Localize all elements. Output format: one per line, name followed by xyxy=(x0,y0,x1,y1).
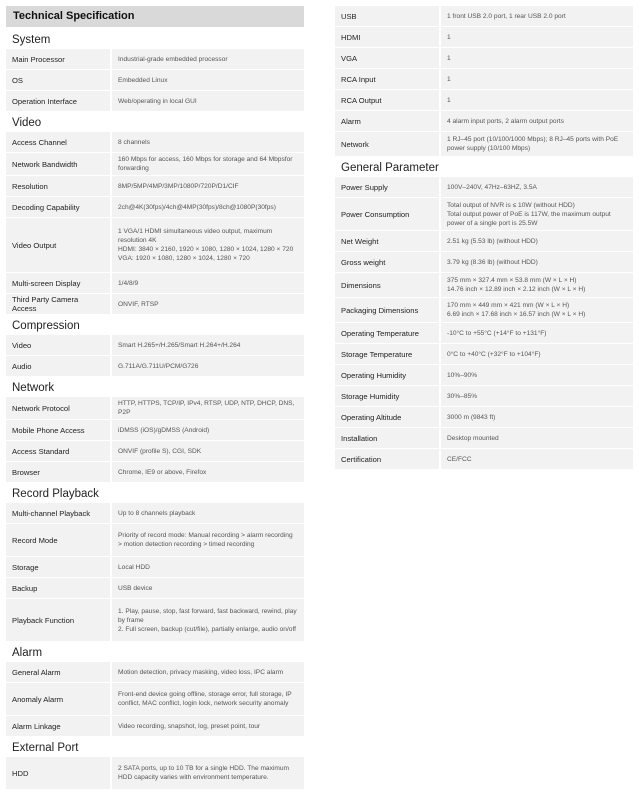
spec-label: Operating Altitude xyxy=(335,407,439,427)
spec-row-operating-altitude xyxy=(335,407,633,427)
spec-value-text: 2.51 kg (5.53 lb) (without HDD) xyxy=(447,237,538,245)
spec-value xyxy=(441,177,633,197)
spec-value-text: 3000 m (9843 ft) xyxy=(447,413,496,421)
spec-row-mobile-phone-access xyxy=(6,420,304,440)
spec-row-alarm xyxy=(335,111,633,131)
section-title-video: Video xyxy=(12,117,42,129)
spec-value xyxy=(441,132,633,156)
spec-row-hdmi xyxy=(335,27,633,47)
spec-row-playback-function xyxy=(6,599,304,641)
spec-label: Operation Interface xyxy=(6,91,110,111)
spec-value xyxy=(112,356,304,376)
spec-value-text: Priority of record mode: Manual recording > alarm recording > motion detection recording > timed recording xyxy=(118,532,293,548)
spec-value xyxy=(441,428,633,448)
spec-row-decoding-capability xyxy=(6,197,304,217)
spec-row-gross-weight xyxy=(335,252,633,272)
spec-row-browser xyxy=(6,462,304,482)
spec-value-text: 8 channels xyxy=(118,138,150,146)
spec-value xyxy=(112,441,304,461)
spec-column-left xyxy=(6,6,304,790)
spec-label: Gross weight xyxy=(335,252,439,272)
spec-row-backup xyxy=(6,578,304,598)
spec-value-text: 30%–85% xyxy=(447,392,478,400)
spec-label: Certification xyxy=(335,449,439,469)
spec-value-text: 1 xyxy=(447,54,451,62)
spec-value xyxy=(112,70,304,90)
spec-label: Storage Temperature xyxy=(335,344,439,364)
spec-label: Net Weight xyxy=(335,231,439,251)
spec-row-access-standard xyxy=(6,441,304,461)
spec-value-text: Web/operating in local GUI xyxy=(118,97,197,105)
spec-label: Operating Temperature xyxy=(335,323,439,343)
spec-value-text: 375 mm × 327.4 mm × 53.8 mm (W × L × H) 14.76 inch × 12.89 inch × 2.12 inch (W × L × H) xyxy=(447,277,586,293)
spec-label: HDD xyxy=(6,757,110,789)
spec-value xyxy=(112,662,304,682)
left-sections xyxy=(6,29,304,789)
spec-row-storage-temperature xyxy=(335,344,633,364)
spec-label: Dimensions xyxy=(335,273,439,297)
spec-row-network-protocol xyxy=(6,397,304,419)
spec-row-vga xyxy=(335,48,633,68)
right-sections xyxy=(335,157,633,469)
spec-label: Packaging Dimensions xyxy=(335,298,439,322)
spec-value-text: Motion detection, privacy masking, video loss, IPC alarm xyxy=(118,668,284,676)
spec-value-text: 4 alarm input ports, 2 alarm output ports xyxy=(447,117,564,125)
spec-row-net-weight xyxy=(335,231,633,251)
spec-value-text: 0°C to +40°C (+32°F to +104°F) xyxy=(447,350,541,358)
spec-value-text: Local HDD xyxy=(118,563,150,571)
spec-value xyxy=(112,397,304,419)
spec-row-third-party-camera-access xyxy=(6,294,304,314)
spec-value xyxy=(441,252,633,272)
spec-label: Audio xyxy=(6,356,110,376)
spec-value-text: Smart H.265+/H.265/Smart H.264+/H.264 xyxy=(118,341,241,349)
spec-row-video xyxy=(6,335,304,355)
spec-value-text: 3.79 kg (8.36 lb) (without HDD) xyxy=(447,258,538,266)
spec-value xyxy=(441,407,633,427)
section-title-alarm: Alarm xyxy=(12,647,43,659)
spec-row-os xyxy=(6,70,304,90)
spec-value xyxy=(441,273,633,297)
spec-label: HDMI xyxy=(335,27,439,47)
spec-label: VGA xyxy=(335,48,439,68)
spec-value xyxy=(112,524,304,556)
spec-value xyxy=(441,323,633,343)
spec-label: Multi-channel Playback xyxy=(6,503,110,523)
spec-label: Network Bandwidth xyxy=(6,153,110,175)
spec-value xyxy=(112,335,304,355)
spec-label: Playback Function xyxy=(6,599,110,641)
spec-value-text: ONVIF, RTSP xyxy=(118,300,159,308)
spec-label: Third Party Camera Access xyxy=(6,294,110,314)
spec-value xyxy=(112,49,304,69)
spec-label: USB xyxy=(335,6,439,26)
spec-value-text: 170 mm × 449 mm × 421 mm (W × L × H) 6.69 inch × 17.68 inch × 16.57 inch (W × L × H) xyxy=(447,302,586,318)
spec-value xyxy=(441,6,633,26)
spec-value xyxy=(441,48,633,68)
spec-value xyxy=(441,111,633,131)
spec-label: Access Standard xyxy=(6,441,110,461)
spec-value xyxy=(441,298,633,322)
spec-label: Storage Humidity xyxy=(335,386,439,406)
spec-row-multi-channel-playback xyxy=(6,503,304,523)
spec-label: Decoding Capability xyxy=(6,197,110,217)
spec-label: General Alarm xyxy=(6,662,110,682)
spec-row-video-output xyxy=(6,218,304,272)
spec-value-text: 8MP/5MP/4MP/3MP/1080P/720P/D1/CIF xyxy=(118,182,239,190)
section-title-network: Network xyxy=(12,382,55,394)
spec-value-text: Total output of NVR is ≤ 10W (without HDD) Total output power of PoE is 117W, the maximum output power of a single port is 25.5W xyxy=(447,201,611,227)
spec-value-text: 1 xyxy=(447,75,451,83)
spec-value xyxy=(441,69,633,89)
spec-value xyxy=(441,449,633,469)
spec-value-text: -10°C to +55°C (+14°F to +131°F) xyxy=(447,329,547,337)
spec-row-storage xyxy=(6,557,304,577)
spec-value-text: 1 xyxy=(447,33,451,41)
spec-label: Installation xyxy=(335,428,439,448)
spec-label: Power Consumption xyxy=(335,198,439,230)
spec-label: Video xyxy=(6,335,110,355)
spec-value-text: Up to 8 channels playback xyxy=(118,509,196,517)
spec-value-text: CE/FCC xyxy=(447,455,472,463)
spec-row-operation-interface xyxy=(6,91,304,111)
spec-value xyxy=(441,27,633,47)
spec-row-certification xyxy=(335,449,633,469)
spec-value xyxy=(112,420,304,440)
spec-label: Power Supply xyxy=(335,177,439,197)
spec-value-text: USB device xyxy=(118,584,153,592)
spec-label: RCA Input xyxy=(335,69,439,89)
spec-value xyxy=(112,218,304,272)
spec-label: Network Protocol xyxy=(6,397,110,419)
spec-row-audio xyxy=(6,356,304,376)
spec-value-text: 1 front USB 2.0 port, 1 rear USB 2.0 port xyxy=(447,12,566,20)
spec-value-text: HTTP, HTTPS, TCP/IP, IPv4, RTSP, UDP, NTP, DHCP, DNS, P2P xyxy=(118,400,295,416)
spec-value-text: Industrial-grade embedded processor xyxy=(118,55,228,63)
section-title-compression: Compression xyxy=(12,320,80,332)
spec-row-power-consumption xyxy=(335,198,633,230)
spec-row-rca-input xyxy=(335,69,633,89)
spec-value-text: 1 RJ–45 port (10/100/1000 Mbps); 8 RJ–45 ports with PoE power supply (10/100 Mbps) xyxy=(447,136,619,152)
spec-label: RCA Output xyxy=(335,90,439,110)
spec-value xyxy=(441,386,633,406)
spec-value xyxy=(112,757,304,789)
spec-value xyxy=(112,132,304,152)
section-title-external-port: External Port xyxy=(12,742,79,754)
spec-label: Mobile Phone Access xyxy=(6,420,110,440)
spec-value-text: 1 xyxy=(447,96,451,104)
spec-value xyxy=(112,557,304,577)
external-port-continued xyxy=(335,6,633,156)
spec-label: Operating Humidity xyxy=(335,365,439,385)
spec-value xyxy=(112,716,304,736)
spec-row-resolution xyxy=(6,176,304,196)
spec-label: Browser xyxy=(6,462,110,482)
spec-value xyxy=(441,231,633,251)
spec-label: Main Processor xyxy=(6,49,110,69)
section-title-general-parameter: General Parameter xyxy=(341,162,439,174)
spec-column-right xyxy=(335,6,633,470)
spec-value xyxy=(112,273,304,293)
spec-value-text: 1/4/8/9 xyxy=(118,279,139,287)
spec-label: Video Output xyxy=(6,218,110,272)
spec-row-hdd xyxy=(6,757,304,789)
spec-row-network xyxy=(335,132,633,156)
spec-row-general-alarm xyxy=(6,662,304,682)
spec-row-multi-screen-display xyxy=(6,273,304,293)
spec-value-text: Front-end device going offline, storage error, full storage, IP conflict, MAC conflict, login lock, network security anomaly xyxy=(118,691,292,707)
spec-value-text: Embedded Linux xyxy=(118,76,168,84)
spec-value xyxy=(112,683,304,715)
spec-value xyxy=(112,153,304,175)
spec-label: Network xyxy=(335,132,439,156)
section-title-system: System xyxy=(12,34,51,46)
spec-row-operating-temperature xyxy=(335,323,633,343)
spec-value xyxy=(112,197,304,217)
spec-title: Technical Specification xyxy=(6,6,304,27)
spec-row-dimensions xyxy=(335,273,633,297)
spec-label: Storage xyxy=(6,557,110,577)
spec-label: Alarm Linkage xyxy=(6,716,110,736)
spec-label: Resolution xyxy=(6,176,110,196)
spec-row-alarm-linkage xyxy=(6,716,304,736)
spec-row-record-mode xyxy=(6,524,304,556)
spec-row-anomaly-alarm xyxy=(6,683,304,715)
spec-value xyxy=(112,176,304,196)
spec-label: Multi-screen Display xyxy=(6,273,110,293)
spec-row-installation xyxy=(335,428,633,448)
spec-value-text: Video recording, snapshot, log, preset point, tour xyxy=(118,722,261,730)
spec-value-text: 100V–240V, 47Hz–63HZ, 3.5A xyxy=(447,183,537,191)
spec-label: Anomaly Alarm xyxy=(6,683,110,715)
spec-value xyxy=(112,599,304,641)
spec-row-usb xyxy=(335,6,633,26)
spec-row-rca-output xyxy=(335,90,633,110)
spec-value-text: iDMSS (iOS)/gDMSS (Android) xyxy=(118,426,210,434)
spec-value xyxy=(112,578,304,598)
spec-label: OS xyxy=(6,70,110,90)
spec-row-packaging-dimensions xyxy=(335,298,633,322)
spec-value xyxy=(441,344,633,364)
spec-row-main-processor xyxy=(6,49,304,69)
spec-value xyxy=(441,90,633,110)
spec-value-text: Chrome, IE9 or above, Firefox xyxy=(118,468,207,476)
spec-label: Backup xyxy=(6,578,110,598)
spec-value xyxy=(112,503,304,523)
spec-value-text: 2 SATA ports, up to 10 TB for a single HDD. The maximum HDD capacity varies with environment temperature. xyxy=(118,765,290,781)
spec-value xyxy=(441,365,633,385)
spec-value xyxy=(112,462,304,482)
spec-row-storage-humidity xyxy=(335,386,633,406)
spec-row-operating-humidity xyxy=(335,365,633,385)
spec-value-text: 1. Play, pause, stop, fast forward, fast backward, rewind, play by frame 2. Full screen, backup (cut/file), partially enlarge, audio on/off xyxy=(118,607,297,633)
spec-value-text: ONVIF (profile S), CGI, SDK xyxy=(118,447,202,455)
spec-value xyxy=(441,198,633,230)
spec-value-text: 10%–90% xyxy=(447,371,478,379)
spec-row-power-supply xyxy=(335,177,633,197)
spec-label: Access Channel xyxy=(6,132,110,152)
spec-value xyxy=(112,91,304,111)
spec-label: Alarm xyxy=(335,111,439,131)
spec-value-text: 2ch@4K(30fps)/4ch@4MP(30fps)/8ch@1080P(30fps) xyxy=(118,203,276,211)
spec-value-text: G.711A/G.711U/PCM/G726 xyxy=(118,362,199,370)
spec-label: Record Mode xyxy=(6,524,110,556)
section-title-record-playback: Record Playback xyxy=(12,488,99,500)
spec-value-text: 160 Mbps for access, 160 Mbps for storage and 64 Mbpsfor forwarding xyxy=(118,156,293,172)
spec-row-network-bandwidth xyxy=(6,153,304,175)
spec-value xyxy=(112,294,304,314)
spec-row-access-channel xyxy=(6,132,304,152)
spec-value-text: 1 VGA/1 HDMI simultaneous video output, maximum resolution 4K HDMI: 3840 × 2160, 1920 × 1080, 1280 × 1024, 1280 × 720 VGA: 1920 × 1080, 1280 × 1024, 1280 × 720 xyxy=(118,228,294,262)
spec-value-text: Desktop mounted xyxy=(447,434,499,442)
